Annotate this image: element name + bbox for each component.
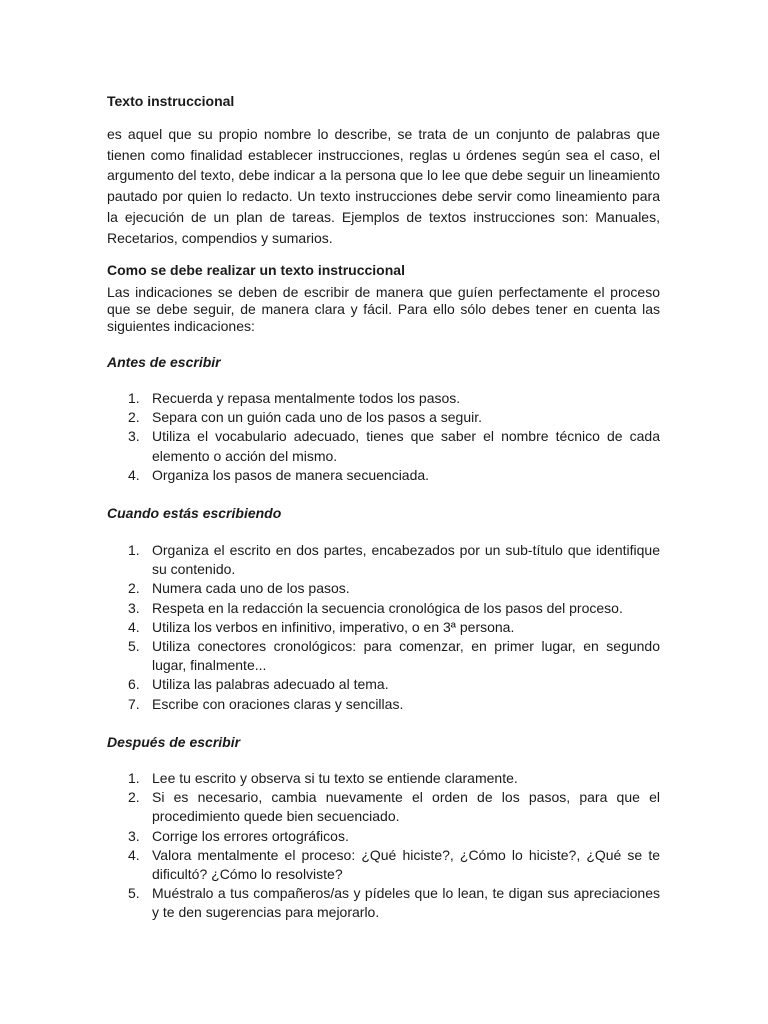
list-item [107,788,660,826]
list-item [107,637,660,675]
list-item [107,769,660,788]
after-heading: Después de escribir [107,734,241,750]
list-item-number: 4. [128,618,140,635]
list-item-number: 2. [128,580,140,597]
list-item [107,599,660,618]
list-item-text: Utiliza las palabras adecuado al tema. [152,676,389,693]
list-item-text: Utiliza conectores cronológicos: para comenzar, en primer lugar, en segundo lugar, finalmente... [152,638,660,674]
list-item [107,884,660,922]
list-item-text: Corrige los errores ortográficos. [152,827,349,844]
list-item-number: 2. [128,789,140,806]
list-item-text: Escribe con oraciones claras y sencillas. [152,695,404,712]
list-item-number: 7. [128,695,140,712]
list-item-text: Organiza los pasos de manera secuenciada. [152,466,430,483]
list-item-number: 4. [128,846,140,863]
during-list-block [107,541,660,714]
list-item-text: Numera cada uno de los pasos. [152,580,350,597]
list-item [107,466,660,485]
list-item [107,427,660,465]
list-item-text: Lee tu escrito y observa si tu texto se entiende claramente. [152,770,518,786]
section-title: Como se debe realizar un texto instruccional [107,262,405,278]
list-item [107,827,660,846]
list-item [107,846,660,884]
list-item-text: Organiza el escrito en dos partes, encabezados por un sub-título que identifique su contenido. [152,542,660,578]
list-item-number: 4. [128,466,140,483]
list-item-number: 3. [128,428,140,445]
list-item-text: Utiliza los verbos en infinitivo, imperativo, o en 3ª persona. [152,618,515,635]
list-item-number: 1. [128,770,140,786]
title-block [107,92,660,110]
list-item [107,618,660,637]
after-heading-block [107,733,660,751]
list-item [107,695,660,714]
before-heading: Antes de escribir [107,354,221,370]
document-title: Texto instruccional [107,93,235,109]
list-item-text: Separa con un guión cada uno de los pasos a seguir. [152,409,483,426]
before-heading-block [107,353,660,371]
list-item-number: 3. [128,827,140,844]
list-item-number: 5. [128,638,140,655]
section-block [107,261,660,279]
list-item-text: Respeta en la redacción la secuencia cronológica de los pasos del proceso. [152,599,623,616]
section-intro-block [107,284,660,335]
list-item-text: Valora mentalmente el proceso: ¿Qué hiciste?, ¿Cómo lo hiciste?, ¿Qué se te dificultó? ¿Cómo lo resolviste? [152,846,660,883]
list-item-number: 3. [128,599,140,616]
list-item-number: 5. [128,885,140,902]
intro-block [107,124,660,248]
before-list-block [107,389,660,485]
list-item-text: Si es necesario, cambia nuevamente el orden de los pasos, para que el procedimiento quede bien secuenciado. [152,789,660,825]
list-item-number: 6. [128,676,140,693]
intro-paragraph: es aquel que su propio nombre lo describe, se trata de un conjunto de palabras que tienen como finalidad establecer instrucciones, reglas u órdenes según sea el caso, el argumento del texto, debe indicar a la persona que lo lee que debe seguir un lineamiento pautado por quien lo redacto. Un texto instrucciones debe servir como lineamiento para la ejecución de un plan de tareas. Ejemplos de textos instrucciones son: Manuales, Recetarios, compendios y sumarios. [107,126,660,246]
during-heading: Cuando estás escribiendo [107,505,282,521]
during-heading-block [107,504,660,522]
list-item [107,579,660,598]
section-intro-paragraph: Las indicaciones se deben de escribir de manera que guíen perfectamente el proceso que se debe seguir, de manera clara y fácil. Para ello sólo debes tener en cuenta las siguientes indicaciones: [107,284,660,334]
list-item [107,675,660,694]
list-item-text: Muéstralo a tus compañeros/as y pídeles que lo lean, te digan sus apreciaciones y te den sugerencias para mejorarlo. [152,885,660,921]
list-item [107,389,660,408]
list-item-number: 1. [128,390,140,406]
list-item [107,541,660,579]
list-item-number: 2. [128,409,140,426]
after-list-block [107,769,660,923]
during-list [107,541,660,714]
after-list [107,769,660,923]
before-list [107,389,660,485]
list-item-number: 1. [128,542,140,558]
list-item [107,408,660,427]
list-item-text: Recuerda y repasa mentalmente todos los pasos. [152,390,461,406]
list-item-text: Utiliza el vocabulario adecuado, tienes que saber el nombre técnico de cada elemento o acción del mismo. [152,428,660,464]
